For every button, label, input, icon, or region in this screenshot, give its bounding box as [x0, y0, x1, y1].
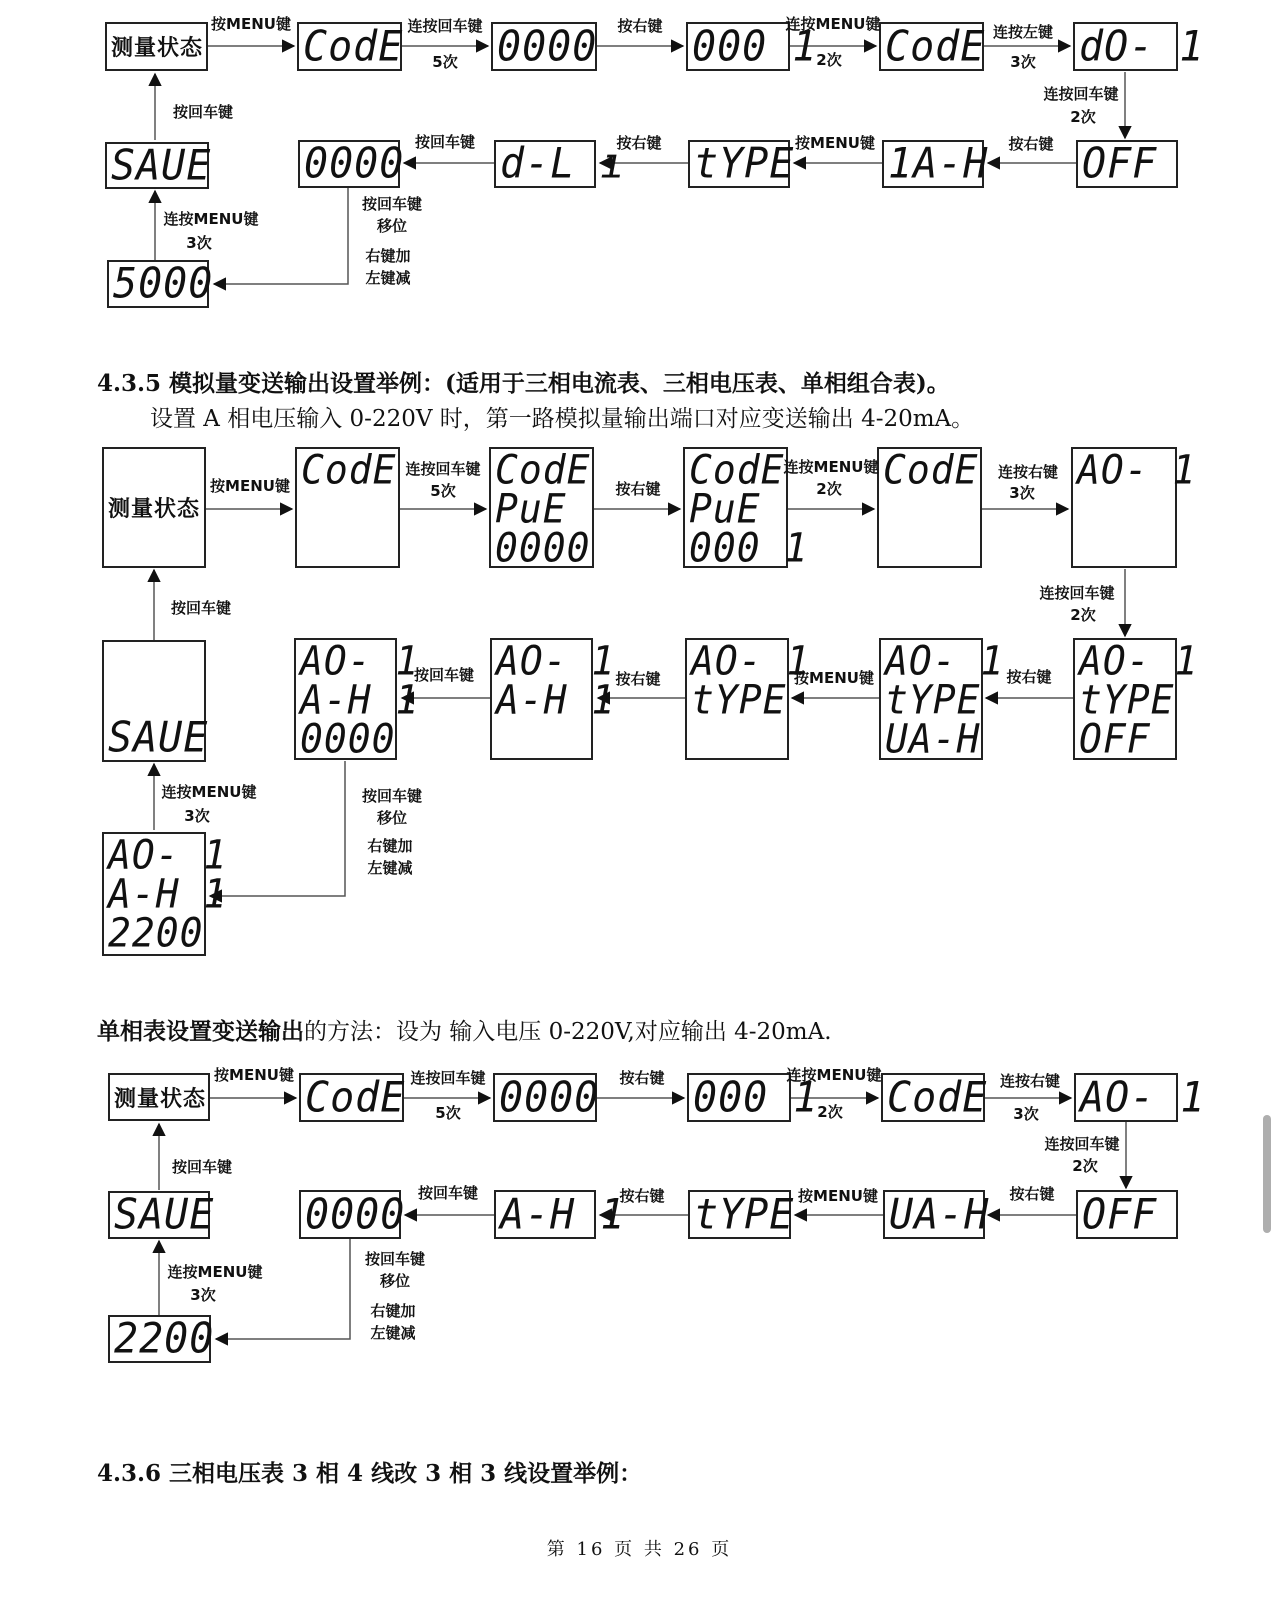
step-label: 连按MENU键 [167, 1263, 263, 1281]
box-text: 测量状态 [114, 1086, 207, 1112]
step-label: 按右键 [619, 1187, 665, 1205]
display-box [108, 1314, 215, 1364]
display-box [493, 1073, 600, 1122]
display-box [489, 446, 594, 572]
display-box [879, 637, 1005, 763]
display-line: tYPE [1079, 676, 1175, 724]
display-box [107, 259, 214, 309]
step-label: 2次 [816, 480, 842, 498]
display-text: OFF [1082, 1190, 1158, 1239]
step-label: 连按回车键 [405, 460, 481, 478]
display-text: OFF [1082, 139, 1158, 189]
display-line: CodE [689, 446, 785, 494]
display-line: AO- 1 [691, 637, 811, 685]
display-line: A-H 1 [108, 870, 228, 918]
step-label: 按回车键 [364, 1250, 426, 1268]
section-4-3-6-title: 4.3.6 三相电压表 3 相 4 线改 3 相 3 线设置举例： [97, 1460, 643, 1487]
step-label: 按右键 [615, 480, 661, 498]
single-phase-paragraph [97, 1013, 832, 1046]
display-box [686, 22, 818, 71]
step-label: 连按回车键 [407, 17, 483, 35]
step-label: 按MENU键 [795, 134, 875, 152]
display-text: CodE [303, 22, 404, 71]
step-label: 2次 [817, 1103, 843, 1121]
step-label: 5次 [430, 482, 456, 500]
step-label: 右键加 [370, 1302, 416, 1320]
step-label: 右键加 [367, 837, 413, 855]
step-label: 5次 [435, 1104, 461, 1122]
box-text: 测量状态 [111, 36, 204, 61]
display-text: CodE [885, 22, 986, 71]
display-box [102, 640, 209, 763]
display-line: AO- 1 [300, 637, 420, 685]
display-box [297, 22, 402, 71]
display-box [688, 139, 795, 189]
display-line: AO- 1 [108, 831, 228, 879]
step-label: 按回车键 [170, 599, 232, 617]
display-line: tYPE [691, 676, 787, 724]
display-line: AO- 1 [1079, 637, 1199, 685]
step-label: 按回车键 [172, 103, 234, 121]
step-label: 移位 [376, 809, 408, 827]
display-box [1071, 446, 1197, 568]
display-text: 1A-H [888, 139, 989, 189]
display-box [108, 1190, 215, 1240]
display-text: CodE [305, 1073, 406, 1122]
display-box [685, 637, 811, 760]
flow-diagram-2 [0, 440, 1279, 965]
display-box [105, 141, 212, 190]
step-label: 按右键 [1008, 135, 1054, 153]
display-box [882, 139, 989, 189]
page-footer: 第 16 页 共 26 页 [546, 1539, 733, 1560]
display-line: PuE [495, 485, 567, 533]
display-line: A-H 1 [300, 676, 420, 724]
step-label: 连按左键 [992, 23, 1054, 41]
step-label: 3次 [1009, 484, 1035, 502]
step-label: 移位 [376, 217, 408, 235]
step-label: 按回车键 [361, 195, 423, 213]
step-label: 按回车键 [171, 1158, 233, 1176]
display-line: PuE [689, 485, 761, 533]
step-label: 连按MENU键 [163, 210, 259, 228]
step-label: 连按右键 [999, 1072, 1061, 1090]
display-line: OFF [1079, 715, 1151, 763]
display-box [877, 447, 982, 568]
section-4-3-5-title: 4.3.5 模拟量变送输出设置举例：(适用于三相电流表、三相电压表、单相组合表)。 [97, 370, 950, 397]
display-box [298, 139, 405, 189]
step-label: 左键减 [370, 1324, 416, 1342]
display-box [299, 1073, 404, 1122]
step-label: 连按回车键 [410, 1069, 486, 1087]
step-label: 按回车键 [414, 133, 476, 151]
state-box-measure [105, 22, 208, 71]
step-label: 按MENU键 [794, 669, 874, 687]
display-line: CodE [883, 446, 979, 494]
step-label: 连按MENU键 [161, 783, 257, 801]
display-box [1076, 140, 1178, 188]
step-label: 2次 [1070, 108, 1096, 126]
state-box-measure [102, 447, 206, 568]
step-label: 按右键 [617, 17, 663, 35]
display-line: 000 1 [689, 524, 809, 572]
box-text: 测量状态 [108, 497, 201, 522]
display-text: 0000 [497, 22, 598, 71]
display-line: AO- 1 [885, 637, 1005, 685]
step-label: 按MENU键 [211, 15, 291, 33]
display-text: 2200 [114, 1314, 215, 1364]
display-line: tYPE [885, 676, 981, 724]
step-label: 连按右键 [997, 463, 1059, 481]
step-label: 按右键 [1006, 668, 1052, 686]
display-box [1076, 1190, 1178, 1239]
display-text: UA-H [889, 1190, 990, 1239]
display-line: 2200 [108, 909, 204, 957]
display-text: 5000 [113, 259, 214, 309]
display-text: 0000 [304, 139, 405, 189]
step-label: 2次 [1072, 1157, 1098, 1175]
display-box [1073, 637, 1199, 763]
step-label: 2次 [816, 51, 842, 69]
display-text: 000 1 [692, 22, 818, 71]
single-phase-text: 的方法：设为 输入电压 0-220V,对应输出 4-20mA. [304, 1019, 832, 1045]
step-label: 3次 [1013, 1105, 1039, 1123]
display-line: 0000 [495, 524, 591, 572]
step-label: 3次 [1010, 53, 1036, 71]
step-label: 3次 [190, 1286, 216, 1304]
step-label: 按回车键 [361, 787, 423, 805]
display-line: AO- 1 [496, 637, 616, 685]
step-label: 连按MENU键 [785, 15, 881, 33]
display-box [102, 831, 228, 957]
step-label: 按MENU键 [798, 1187, 878, 1205]
display-box [688, 1190, 795, 1239]
step-label: 右键加 [365, 247, 411, 265]
display-box [490, 637, 616, 760]
scrollbar-thumb[interactable] [1263, 1115, 1271, 1233]
display-line: CodE [301, 446, 397, 494]
display-text: dO- 1 [1079, 22, 1205, 71]
display-text: tYPE [694, 139, 795, 189]
step-label: 按右键 [1009, 1185, 1055, 1203]
display-box [1073, 22, 1205, 71]
single-phase-bold-text: 单相表设置变送输出 [97, 1018, 304, 1045]
step-label: 按回车键 [417, 1184, 479, 1202]
step-label: 3次 [186, 234, 212, 252]
display-line: SAUE [108, 713, 209, 763]
display-box [295, 447, 400, 568]
display-text: AO- 1 [1080, 1073, 1206, 1122]
flow-diagram-1 [0, 0, 1279, 320]
flow-diagram-3 [0, 1060, 1279, 1370]
display-line: 0000 [300, 715, 396, 763]
display-text: 0000 [499, 1073, 600, 1122]
display-line: AO- 1 [1077, 446, 1197, 494]
step-label: 5次 [432, 53, 458, 71]
display-text: tYPE [694, 1190, 795, 1239]
display-box [881, 1073, 988, 1122]
step-label: 移位 [379, 1272, 411, 1290]
step-label: 连按MENU键 [786, 1066, 882, 1084]
display-box [879, 22, 984, 71]
section-4-3-5-subtitle: 设置 A 相电压输入 0-220V 时，第一路模拟量输出端口对应变送输出 4-20mA。 [150, 406, 975, 432]
display-line: CodE [495, 446, 591, 494]
display-box [687, 1073, 819, 1122]
display-box [1074, 1073, 1206, 1122]
display-text: SAUE [114, 1190, 215, 1240]
display-box [683, 446, 809, 572]
display-box [294, 637, 420, 763]
step-label: 3次 [184, 807, 210, 825]
display-text: d-L ı [500, 139, 626, 189]
step-label: 按回车键 [413, 666, 475, 684]
display-text: SAUE [111, 141, 212, 190]
step-label: 左键减 [367, 859, 413, 877]
step-label: 按右键 [615, 670, 661, 688]
display-line: A-H 1 [496, 676, 616, 724]
state-box-measure [108, 1073, 210, 1121]
step-label: 连按回车键 [1039, 584, 1115, 602]
step-label: 按右键 [619, 1069, 665, 1087]
display-text: 000 1 [693, 1073, 819, 1122]
display-box [299, 1190, 406, 1239]
display-text: A-H 1 [500, 1190, 626, 1239]
step-label: 2次 [1070, 606, 1096, 624]
step-label: 按MENU键 [210, 477, 290, 495]
step-label: 连按回车键 [1043, 85, 1119, 103]
step-label: 左键减 [365, 269, 411, 287]
display-line: UA-H [885, 715, 981, 763]
display-box [494, 1190, 626, 1239]
step-label: 按MENU键 [214, 1066, 294, 1084]
display-box [883, 1190, 990, 1239]
step-label: 连按回车键 [1044, 1135, 1120, 1153]
step-label: 按右键 [616, 134, 662, 152]
display-text: CodE [887, 1073, 988, 1122]
display-text: 0000 [305, 1190, 406, 1239]
display-box [494, 139, 626, 189]
step-label: 连按MENU键 [783, 458, 879, 476]
display-box [491, 22, 597, 71]
